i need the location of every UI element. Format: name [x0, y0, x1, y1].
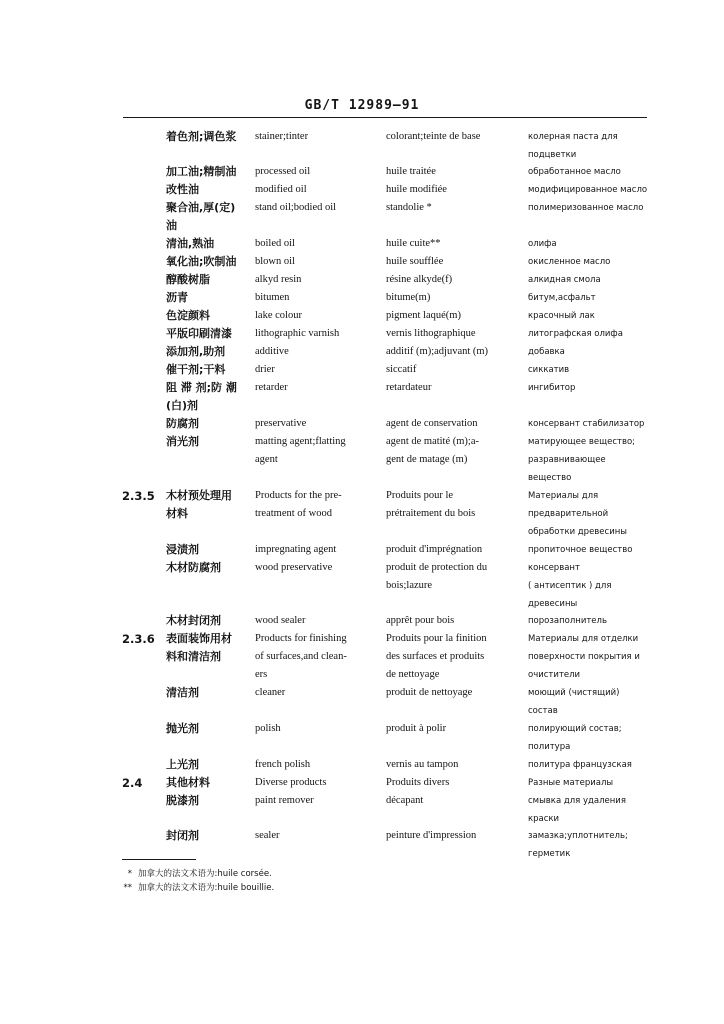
term-french-line: décapant: [386, 795, 424, 806]
term-french: [386, 630, 521, 684]
term-chinese-line: 抛光剂: [166, 722, 199, 735]
term-english-line: lithographic varnish: [255, 328, 340, 339]
footnote-rule: [122, 859, 196, 860]
term-french-line: peinture d'impression: [386, 830, 477, 841]
term-english-line: of surfaces,and clean-: [255, 651, 347, 662]
term-french: [386, 559, 521, 595]
term-russian-line: политура французская: [528, 760, 632, 770]
term-chinese: [166, 792, 252, 810]
term-french-line: produit à polir: [386, 723, 447, 734]
term-english-line: cleaner: [255, 687, 286, 698]
term-russian: [528, 827, 650, 863]
term-french: [386, 361, 521, 379]
term-english: [255, 289, 380, 307]
term-russian: [528, 343, 650, 361]
term-english-line: modified oil: [255, 184, 307, 195]
term-french: [386, 199, 521, 217]
term-french-line: apprêt pour bois: [386, 615, 455, 626]
term-chinese-line: 阻 滞 剂;防 潮: [166, 381, 237, 394]
term-chinese-line: 聚合油,厚(定): [166, 201, 236, 214]
term-english-line: agent: [255, 454, 278, 465]
term-russian-line: окисленное масло: [528, 257, 611, 267]
term-russian: [528, 271, 650, 289]
term-russian-line: герметик: [528, 849, 571, 859]
term-english: [255, 235, 380, 253]
term-french: [386, 792, 521, 810]
term-russian-line: смывка для удаления: [528, 796, 626, 806]
term-russian-line: алкидная смола: [528, 275, 601, 285]
term-english: [255, 541, 380, 559]
term-english-line: lake colour: [255, 310, 302, 321]
footnote-1-mark: *: [127, 869, 132, 879]
term-russian-line: моющий (чистящий): [528, 688, 620, 698]
term-chinese-line: 沥青: [166, 291, 188, 304]
term-english: [255, 379, 380, 397]
term-russian-line: ингибитор: [528, 383, 576, 393]
term-chinese: [166, 774, 252, 792]
footnote-1: [127, 868, 272, 880]
term-russian: [528, 756, 650, 774]
term-english-line: boiled oil: [255, 238, 295, 249]
term-chinese: [166, 361, 252, 379]
term-chinese: [166, 128, 252, 146]
term-chinese-line: 木材预处理用: [166, 489, 232, 502]
term-russian-line: красочный лак: [528, 311, 595, 321]
term-french: [386, 756, 521, 774]
term-chinese: [166, 630, 252, 666]
term-french-line: colorant;teinte de base: [386, 131, 481, 142]
term-english: [255, 361, 380, 379]
term-english-line: french polish: [255, 759, 311, 770]
term-russian-line: Материалы для отделки: [528, 634, 639, 644]
term-english-line: polish: [255, 723, 281, 734]
term-french: [386, 307, 521, 325]
term-russian: [528, 415, 650, 433]
term-russian-line: колерная паста для: [528, 132, 618, 142]
term-french: [386, 415, 521, 433]
term-chinese-line: 平版印刷清漆: [166, 327, 232, 340]
term-french: [386, 827, 521, 845]
page-header-standard-code: GB/T 12989—91: [304, 98, 420, 113]
term-english-line: Products for the pre-: [255, 490, 342, 501]
footnote-2: [123, 882, 275, 894]
term-french: [386, 253, 521, 271]
term-english-line: alkyd resin: [255, 274, 302, 285]
term-chinese: [166, 163, 252, 181]
term-chinese-line: 添加剂,助剂: [166, 345, 226, 358]
term-chinese: [166, 684, 252, 702]
term-russian: [528, 181, 650, 199]
term-russian-line: состав: [528, 706, 558, 716]
term-chinese: [166, 289, 252, 307]
term-chinese-line: (白)剂: [166, 399, 199, 412]
term-chinese: [166, 612, 252, 630]
term-russian-line: битум,асфальт: [528, 293, 596, 303]
term-chinese-line: 料和清洁剂: [166, 650, 221, 663]
term-english: [255, 128, 380, 146]
term-russian: [528, 235, 650, 253]
term-russian-line: очистители: [528, 670, 581, 680]
term-french-line: huile modifiée: [386, 184, 447, 195]
term-chinese-line: 清洁剂: [166, 686, 199, 699]
term-russian-line: сиккатив: [528, 365, 570, 375]
term-english-line: sealer: [255, 830, 280, 841]
term-chinese-line: 材料: [166, 507, 188, 520]
term-french-line: produit de nettoyage: [386, 687, 473, 698]
term-russian: [528, 433, 650, 487]
term-russian-line: полимеризованное масло: [528, 203, 644, 213]
term-chinese: [166, 343, 252, 361]
term-french-line: bois;lazure: [386, 580, 433, 591]
term-chinese-line: 清油,熟油: [166, 237, 215, 250]
term-french-line: Produits pour la finition: [386, 633, 487, 644]
term-chinese: [166, 415, 252, 433]
term-russian-line: обработки древесины: [528, 527, 628, 537]
term-chinese-line: 其他材料: [166, 776, 210, 789]
term-french-line: huile soufflée: [386, 256, 444, 267]
term-russian: [528, 325, 650, 343]
term-french-line: retardateur: [386, 382, 432, 393]
term-russian-line: разравнивающее: [528, 455, 606, 465]
term-russian-line: порозаполнитель: [528, 616, 607, 626]
term-french-line: agent de conservation: [386, 418, 478, 429]
term-english-line: impregnating agent: [255, 544, 337, 555]
term-russian-line: консервант стабилизатор: [528, 419, 645, 429]
term-english: [255, 827, 380, 845]
term-chinese-line: 上光剂: [166, 758, 199, 771]
term-english: [255, 199, 380, 217]
term-french: [386, 128, 521, 146]
term-russian: [528, 612, 650, 630]
footnote-2-text: 加拿大的法文术语为:huile bouillie.: [138, 883, 275, 893]
term-english-line: preservative: [255, 418, 307, 429]
term-russian-line: древесины: [528, 599, 578, 609]
term-french-line: gent de matage (m): [386, 454, 468, 465]
term-chinese-line: 消光剂: [166, 435, 199, 448]
term-english-line: bitumen: [255, 292, 290, 303]
term-russian: [528, 487, 650, 541]
term-french: [386, 379, 521, 397]
term-french: [386, 612, 521, 630]
term-english-line: retarder: [255, 382, 288, 393]
term-russian-line: матирующее вещество;: [528, 437, 636, 447]
term-french: [386, 163, 521, 181]
term-chinese-line: 氧化油;吹制油: [166, 255, 237, 268]
header-rule: [123, 117, 647, 118]
term-russian-line: полирующий состав;: [528, 724, 622, 734]
term-chinese-line: 木材封闭剂: [166, 614, 221, 627]
term-chinese: [166, 720, 252, 738]
term-english: [255, 684, 380, 702]
term-russian: [528, 792, 650, 828]
term-english: [255, 343, 380, 361]
term-chinese-line: 脱漆剂: [166, 794, 199, 807]
term-russian-line: замазка;уплотнитель;: [528, 831, 628, 841]
term-english: [255, 415, 380, 433]
term-french-line: pigment laqué(m): [386, 310, 461, 321]
term-russian-line: литографская олифа: [528, 329, 623, 339]
term-russian-line: предварительной: [528, 509, 609, 519]
term-chinese: [166, 487, 252, 523]
term-french: [386, 487, 521, 523]
term-english: [255, 433, 380, 469]
term-russian-line: ( антисептик ) для: [528, 581, 612, 591]
term-english: [255, 630, 380, 684]
term-english-line: Diverse products: [255, 777, 327, 788]
term-chinese-line: 色淀颜料: [166, 309, 210, 322]
term-french-line: vernis au tampon: [386, 759, 459, 770]
term-russian-line: консервант: [528, 563, 580, 573]
term-russian: [528, 128, 650, 164]
term-russian-line: обработанное масло: [528, 167, 621, 177]
section-number: 2.4: [122, 776, 143, 790]
term-chinese: [166, 181, 252, 199]
term-french: [386, 720, 521, 738]
term-english: [255, 325, 380, 343]
term-english-line: blown oil: [255, 256, 295, 267]
term-russian: [528, 163, 650, 181]
term-english-line: additive: [255, 346, 289, 357]
term-english-line: Products for finishing: [255, 633, 347, 644]
term-french-line: produit d'imprégnation: [386, 544, 483, 555]
term-french: [386, 541, 521, 559]
term-french-line: résine alkyde(f): [386, 274, 453, 285]
term-russian-line: краски: [528, 814, 560, 824]
section-number: 2.3.5: [122, 489, 155, 503]
term-russian: [528, 774, 650, 792]
term-english-line: ers: [255, 669, 268, 680]
term-chinese: [166, 325, 252, 343]
term-russian: [528, 361, 650, 379]
term-french-line: bitume(m): [386, 292, 431, 303]
term-russian-line: олифа: [528, 239, 557, 249]
term-french: [386, 181, 521, 199]
term-english: [255, 271, 380, 289]
term-french: [386, 343, 521, 361]
term-chinese: [166, 541, 252, 559]
footnote-1-text: 加拿大的法文术语为:huile corsée.: [138, 869, 272, 879]
term-chinese-line: 防腐剂: [166, 417, 199, 430]
term-french-line: agent de matité (m);a-: [386, 436, 479, 447]
term-french: [386, 774, 521, 792]
term-english: [255, 756, 380, 774]
term-russian: [528, 559, 650, 613]
term-chinese: [166, 559, 252, 577]
term-french: [386, 235, 521, 253]
term-english-line: treatment of wood: [255, 508, 332, 519]
term-english-line: stand oil;bodied oil: [255, 202, 337, 213]
term-english: [255, 774, 380, 792]
term-chinese-line: 催干剂;干料: [166, 363, 226, 376]
term-french-line: de nettoyage: [386, 669, 440, 680]
term-french-line: siccatif: [386, 364, 417, 375]
term-chinese-line: 加工油;精制油: [166, 165, 237, 178]
footnote-2-mark: **: [123, 883, 132, 893]
term-french: [386, 684, 521, 702]
term-english: [255, 181, 380, 199]
term-french-line: Produits divers: [386, 777, 450, 788]
term-russian-line: политура: [528, 742, 571, 752]
term-russian: [528, 199, 650, 217]
term-english-line: matting agent;flatting: [255, 436, 346, 447]
term-chinese: [166, 433, 252, 451]
term-english: [255, 612, 380, 630]
term-chinese: [166, 271, 252, 289]
term-chinese-line: 封闭剂: [166, 829, 199, 842]
term-russian-line: пропиточное вещество: [528, 545, 633, 555]
term-french-line: des surfaces et produits: [386, 651, 485, 662]
term-english: [255, 307, 380, 325]
term-russian-line: Материалы для: [528, 491, 599, 501]
term-french-line: produit de protection du: [386, 562, 488, 573]
term-english-line: processed oil: [255, 166, 311, 177]
term-french: [386, 271, 521, 289]
term-french: [386, 433, 521, 469]
term-russian: [528, 289, 650, 307]
term-chinese-line: 着色剂;调色浆: [166, 130, 237, 143]
term-russian-line: поверхности покрытия и: [528, 652, 640, 662]
term-french-line: additif (m);adjuvant (m): [386, 346, 489, 357]
term-russian-line: Разные материалы: [528, 778, 614, 788]
term-english: [255, 253, 380, 271]
term-russian: [528, 307, 650, 325]
term-english: [255, 163, 380, 181]
term-russian: [528, 379, 650, 397]
term-english: [255, 559, 380, 577]
term-french-line: huile traitée: [386, 166, 436, 177]
term-chinese: [166, 827, 252, 845]
term-chinese-line: 油: [166, 219, 177, 232]
term-russian-line: добавка: [528, 347, 565, 357]
term-russian-line: вещество: [528, 473, 572, 483]
term-chinese: [166, 756, 252, 774]
term-chinese-line: 改性油: [166, 183, 199, 196]
term-chinese: [166, 199, 252, 235]
term-russian-line: подцветки: [528, 150, 577, 160]
term-russian: [528, 253, 650, 271]
term-chinese-line: 木材防腐剂: [166, 561, 221, 574]
term-chinese-line: 表面装饰用材: [166, 632, 232, 645]
term-french: [386, 325, 521, 343]
term-english-line: stainer;tinter: [255, 131, 309, 142]
term-english-line: wood sealer: [255, 615, 306, 626]
term-french: [386, 289, 521, 307]
term-french-line: vernis lithographique: [386, 328, 476, 339]
term-chinese-line: 醇酸树脂: [166, 273, 210, 286]
term-russian: [528, 541, 650, 559]
term-english: [255, 720, 380, 738]
term-chinese: [166, 235, 252, 253]
term-french-line: prétraitement du bois: [386, 508, 476, 519]
term-french-line: huile cuite**: [386, 238, 441, 249]
term-chinese-line: 浸渍剂: [166, 543, 199, 556]
term-chinese: [166, 379, 252, 415]
term-english-line: drier: [255, 364, 275, 375]
section-number: 2.3.6: [122, 632, 155, 646]
term-english: [255, 487, 380, 523]
term-english: [255, 792, 380, 810]
term-english-line: paint remover: [255, 795, 314, 806]
term-russian: [528, 684, 650, 720]
term-english-line: wood preservative: [255, 562, 333, 573]
term-russian: [528, 630, 650, 684]
term-chinese: [166, 307, 252, 325]
term-french-line: standolie *: [386, 202, 432, 213]
term-french-line: Produits pour le: [386, 490, 454, 501]
term-chinese: [166, 253, 252, 271]
term-russian-line: модифицированное масло: [528, 185, 648, 195]
term-russian: [528, 720, 650, 756]
